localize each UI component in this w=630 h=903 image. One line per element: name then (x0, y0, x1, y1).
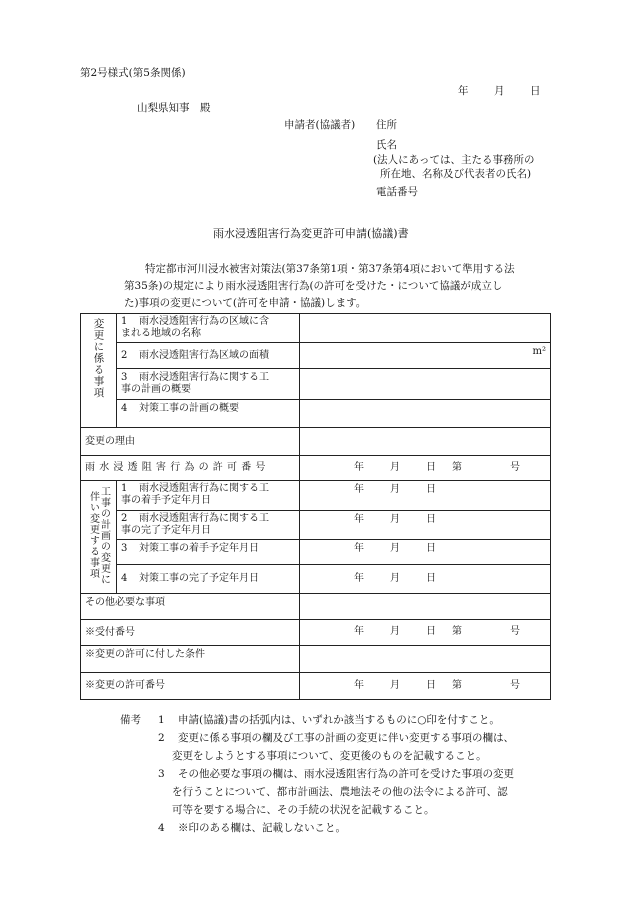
schedule-item-1-label: 1 雨水浸透阻害行為に関する工 事の着手予定年月日 (117, 481, 300, 511)
schedule-item-4-value[interactable]: 年 月 日 (300, 565, 551, 594)
permit-number-value[interactable]: 年 月 日 第 号 (300, 456, 551, 481)
applicant-label: 申請者(協議者) (284, 119, 356, 131)
change-item-1-value[interactable] (300, 314, 551, 343)
addressee: 山梨県知事 殿 (137, 102, 211, 114)
change-item-2-label: 2 雨水浸透阻害行為区域の面積 (117, 343, 300, 369)
intro-line-2: 第35条)の規定により雨水浸透阻害行為(の許可を受けた・について協議が成立し (124, 280, 503, 292)
change-permit-number-label: ※変更の許可番号 (81, 673, 300, 700)
date-year: 年 (458, 85, 469, 97)
changed-items-group-label: 変更に係る事項 (81, 314, 117, 428)
change-item-4-value[interactable] (300, 400, 551, 428)
schedule-item-4-label: 4 対策工事の完了予定年月日 (117, 565, 300, 594)
remark-item: 備考 1 申請(協議)書の括弧内は、いずれか該当するものに○印を付すこと。 (120, 711, 560, 729)
address-label: 住所 (376, 119, 397, 131)
intro-line-1: 特定都市河川浸水被害対策法(第37条第1項・第37条第4項において準用する法 (145, 263, 515, 275)
remark-item: 2 変更に係る事項の欄及び工事の計画の変更に伴い変更する事項の欄は、 (158, 732, 514, 744)
remarks: 備考 1 申請(協議)書の括弧内は、いずれか該当するものに○印を付すこと。 2 変更に係る事項の欄及び工事の計画の変更に伴い変更する事項の欄は、 変更をしようとする事項について、変更後のものを記載すること。 3 その他必要な事項の欄は、雨水浸透阻害行為の許可を受けた事項の変更 を行うことについて、都市計画法、農地法その他の法令による許可、認 可等を要する場合に、その手続の状況を記載すること。 4 ※印のある欄は、記載しないこと。 (120, 711, 560, 837)
change-item-3-label: 3 雨水浸透阻害行為に関する工 事の計画の概要 (117, 369, 300, 400)
corp-note-2: 所在地、名称及び代表者の氏名) (380, 168, 532, 180)
corp-note-1: (法人にあっては、主たる事務所の (373, 154, 535, 166)
application-table (80, 313, 551, 700)
change-item-1-label: 1 雨水浸透阻害行為の区域に含 まれる地域の名称 (117, 314, 300, 343)
schedule-item-3-value[interactable]: 年 月 日 (300, 540, 551, 565)
permit-number-label: 雨水浸透阻害行為の許可番号 (81, 456, 300, 481)
name-label: 氏名 (376, 139, 397, 151)
schedule-item-1-value[interactable]: 年 月 日 (300, 481, 551, 511)
receipt-number-value: 年 月 日 第 号 (300, 620, 551, 646)
remarks-label: 備考 (120, 714, 141, 726)
other-items-label: その他必要な事項 (81, 594, 300, 620)
schedule-item-2-label: 2 雨水浸透阻害行為に関する工 事の完了予定年月日 (117, 510, 300, 540)
date-day: 日 (530, 85, 541, 97)
form-number: 第2号様式(第5条関係) (80, 67, 186, 79)
remark-item: 3 その他必要な事項の欄は、雨水浸透阻害行為の許可を受けた事項の変更 (158, 768, 514, 780)
receipt-number-label: ※受付番号 (81, 620, 300, 646)
schedule-item-3-label: 3 対策工事の着手予定年月日 (117, 540, 300, 565)
document-title: 雨水浸透阻害行為変更許可申請(協議)書 (213, 227, 409, 240)
intro-line-3: た)事項の変更について(許可を申請・協議)します。 (124, 297, 367, 309)
change-reason-value[interactable] (300, 428, 551, 456)
change-item-3-value[interactable] (300, 369, 551, 400)
area-unit: m² (532, 346, 546, 357)
construction-change-group-label: 工事の計画の変更に伴い変更する事項 (81, 481, 117, 594)
phone-label: 電話番号 (376, 186, 418, 198)
change-permit-number-value: 年 月 日 第 号 (300, 673, 551, 700)
other-items-value[interactable] (300, 594, 551, 620)
remark-item: 4 ※印のある欄は、記載しないこと。 (158, 822, 346, 834)
permit-conditions-label: ※変更の許可に付した条件 (81, 646, 300, 673)
schedule-item-2-value[interactable]: 年 月 日 (300, 510, 551, 540)
change-item-4-label: 4 対策工事の計画の概要 (117, 400, 300, 428)
change-item-2-value[interactable] (300, 343, 551, 369)
change-reason-label: 変更の理由 (81, 428, 300, 456)
permit-conditions-value (300, 646, 551, 673)
date-month: 月 (494, 85, 505, 97)
